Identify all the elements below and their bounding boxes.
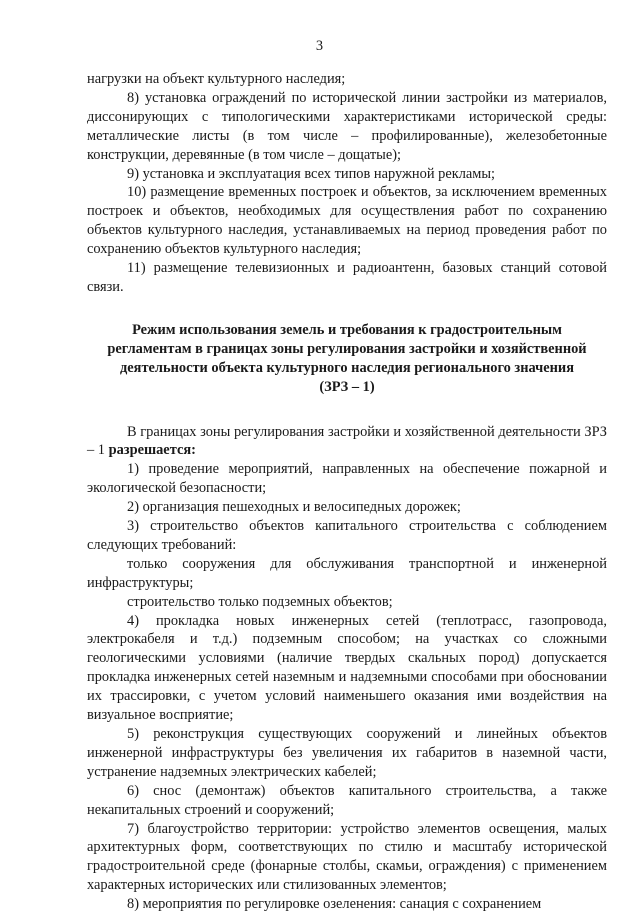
paragraph: 8) мероприятия по регулировке озеленения: санация с сохранением [127, 896, 542, 913]
paragraph: только сооружения для обслуживания транспортной и инженерной инфраструктуры; [87, 555, 607, 591]
paragraph: 11) размещение телевизионных и радиоантенн, базовых станций сотовой связи. [87, 260, 607, 295]
paragraph: 5) реконструкция существующих сооружений и линейных объектов инженерной инфраструктуры без увеличения их габаритов в наземной части, устранение надземных электрических кабелей; [87, 726, 607, 780]
paragraph: 8) установка ограждений по исторической линии застройки из материалов, диссонирующих с типологическими характеристиками исторической среды: металлические листы (в том числе – профилированные), железобетонные конструкции, деревянные (в том числе – дощатые); [87, 89, 607, 163]
paragraph: 9) установка и эксплуатация всех типов наружной рекламы; [127, 165, 496, 182]
paragraph: 1) проведение мероприятий, направленных на обеспечение пожарной и экологической безопасности; [87, 461, 607, 497]
restrictions-list-continued [87, 70, 607, 297]
permitted-list [87, 460, 607, 914]
section-heading [87, 321, 607, 397]
heading-line-1: Режим использования земель и требования к градостроительным [132, 321, 562, 338]
heading-line-4: (ЗРЗ – 1) [319, 378, 375, 395]
paragraph: нагрузки на объект культурного наследия; [87, 71, 346, 87]
intro-bold-permitted: разрешается: [108, 442, 196, 459]
heading-line-2: регламентам в границах зоны регулирования застройки и хозяйственной [107, 340, 587, 357]
paragraph: 3) строительство объектов капитального строительства с соблюдением следующих требований: [87, 518, 607, 553]
paragraph: 7) благоустройство территории: устройство элементов освещения, малых архитектурных форм, соответствующих по стилю и масштабу исторической градостроительной среде (фонарные столбы, скамьи, ограждения) с применением характерных исторических или стилизованных элементов; [87, 820, 607, 894]
paragraph: 10) размещение временных построек и объектов, за исключением временных построек и объектов, необходимых для осуществления работ по сохранению объектов культурного наследия, устанавливаемых на период проведения работ по сохранению объектов культурного наследия; [87, 184, 607, 258]
document-body [87, 70, 607, 914]
heading-line-3: деятельности объекта культурного наследия регионального значения [120, 359, 574, 376]
paragraph: 2) организация пешеходных и велосипедных дорожек; [127, 499, 461, 516]
intro-text: В границах зоны регулирования застройки и хозяйственной деятельности ЗРЗ – 1 [87, 423, 607, 459]
page-number: 3 [315, 38, 324, 54]
paragraph: 4) прокладка новых инженерных сетей (теплотрасс, газопровода, электрокабеля и т.д.) подземным способом; на участках со сложными геологическими условиями (наличие твердых скальных пород) допускается прокладка инженерных сетей наземным и надземными способами при обосновании их трассировки, с учетом условий наименьшего оказания ими воздействия на визуальное восприятие; [87, 612, 607, 724]
paragraph: строительство только подземных объектов; [127, 593, 393, 610]
intro-paragraph [87, 423, 607, 461]
paragraph: 6) снос (демонтаж) объектов капитального строительства, а также некапитальных строений и сооружений; [87, 782, 607, 818]
